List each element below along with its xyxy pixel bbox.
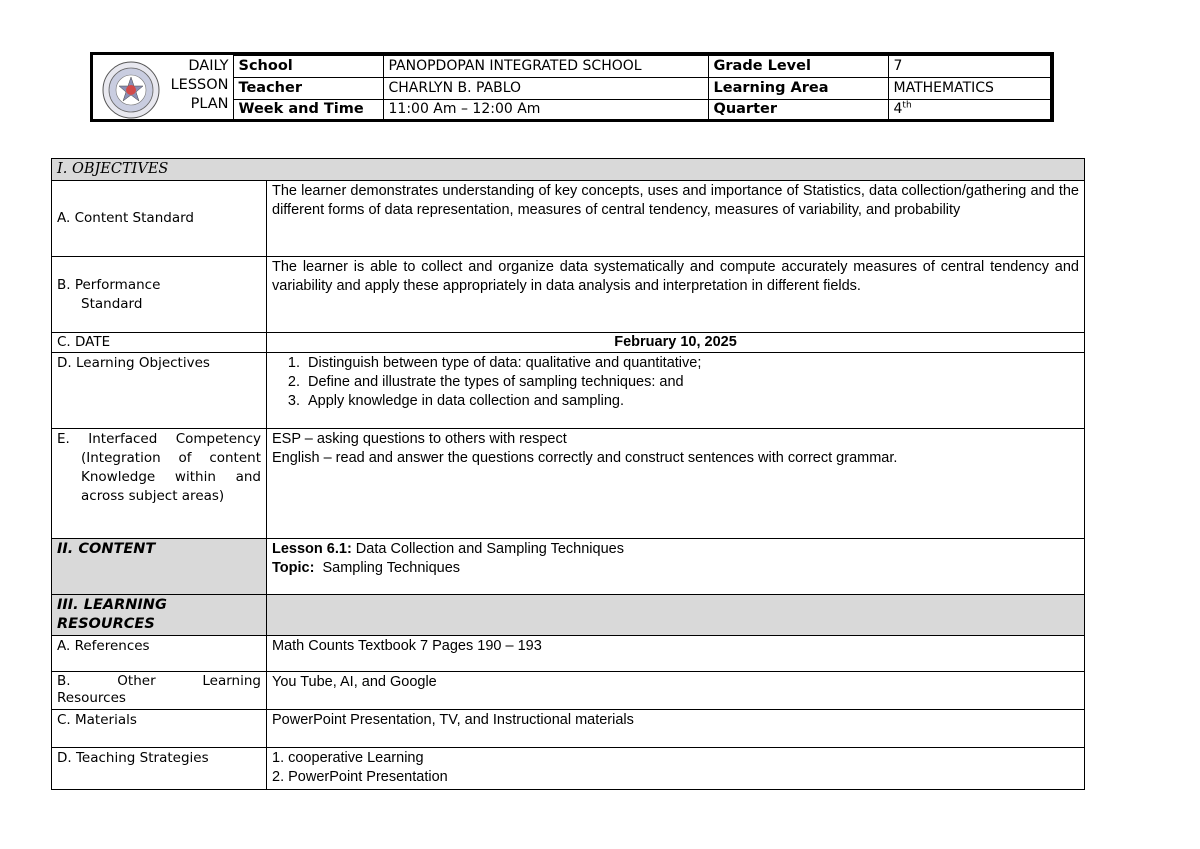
school-value: PANOPDOPAN INTEGRATED SCHOOL <box>383 56 708 78</box>
learning-area-label: Learning Area <box>708 78 888 100</box>
lesson-label: Lesson 6.1: <box>272 541 352 557</box>
other-resources-label-line-2: Resources <box>57 690 126 706</box>
interfaced-competency-label <box>52 429 267 539</box>
interfaced-esp-line: ESP – asking questions to others with respect <box>272 431 567 447</box>
other-resources-label <box>52 672 267 710</box>
other-resources-label-part: Other <box>117 673 156 689</box>
header-logo-cell <box>93 56 233 120</box>
materials-value: PowerPoint Presentation, TV, and Instructional materials <box>267 710 1085 748</box>
learning-objective-item: 3. Apply knowledge in data collection and sampling. <box>304 392 1079 411</box>
learning-resources-heading <box>52 595 267 636</box>
learning-objectives-label: D. Learning Objectives <box>52 353 267 429</box>
interfaced-competency-label-text: E. Interfaced Competency (Integration of content Knowledge within and across subject areas) <box>57 431 261 504</box>
teaching-strategies-cell <box>267 748 1085 790</box>
lesson-line <box>272 540 1079 559</box>
teacher-label: Teacher <box>233 78 383 100</box>
teaching-strategy-item: 2. PowerPoint Presentation <box>272 769 448 785</box>
learning-resources-heading-line-2: RESOURCES <box>57 616 155 632</box>
teaching-strategies-label: D. Teaching Strategies <box>52 748 267 790</box>
content-cell <box>267 539 1085 595</box>
deped-seal-icon <box>101 60 161 120</box>
teaching-strategy-item: 1. cooperative Learning <box>272 750 424 766</box>
grade-level-value: 7 <box>888 56 1051 78</box>
lesson-value: Data Collection and Sampling Techniques <box>351 541 624 557</box>
dlp-line-3: PLAN <box>190 95 229 112</box>
quarter-value <box>888 100 1051 120</box>
learning-objective-item: 1. Distinguish between type of data: qualitative and quantitative; <box>304 354 1079 373</box>
learning-objectives-cell <box>267 353 1085 429</box>
school-label: School <box>233 56 383 78</box>
other-resources-label-line-1 <box>57 673 261 690</box>
grade-level-label: Grade Level <box>708 56 888 78</box>
teacher-value: CHARLYN B. PABLO <box>383 78 708 100</box>
quarter-suffix: th <box>902 100 912 111</box>
references-label: A. References <box>52 636 267 672</box>
performance-standard-label <box>52 257 267 333</box>
materials-label: C. Materials <box>52 710 267 748</box>
week-time-label: Week and Time <box>233 100 383 120</box>
topic-line <box>272 559 1079 578</box>
daily-lesson-plan-label <box>171 57 229 114</box>
other-resources-label-part: Learning <box>202 673 261 689</box>
content-standard-label: A. Content Standard <box>52 181 267 257</box>
performance-standard-label-line-2: Standard <box>81 295 143 312</box>
other-resources-value: You Tube, AI, and Google <box>267 672 1085 710</box>
performance-standard-label-line-1: B. Performance <box>57 276 161 293</box>
week-time-value: 11:00 Am – 12:00 Am <box>383 100 708 120</box>
learning-objective-item: 2. Define and illustrate the types of sampling techniques: and <box>304 373 1079 392</box>
content-standard-text: The learner demonstrates understanding of key concepts, uses and importance of Statistics, data collection/gathering and the different forms of data representation, measures of central tendency, measures of variability, and probability <box>267 181 1085 257</box>
date-label: C. DATE <box>52 333 267 353</box>
performance-standard-text: The learner is able to collect and organize data systematically and compute accurately measures of central tendency and variability and apply these appropriately in data analysis and interpretation in different fields. <box>267 257 1085 333</box>
interfaced-english-line: English – read and answer the questions correctly and construct sentences with correct grammar. <box>272 450 898 466</box>
learning-resources-heading-line-1: III. LEARNING <box>57 597 167 613</box>
header-table <box>90 52 1054 122</box>
lesson-plan-table <box>51 158 1085 790</box>
learning-resources-blank <box>267 595 1085 636</box>
content-heading: II. CONTENT <box>52 539 267 595</box>
interfaced-competency-cell <box>267 429 1085 539</box>
date-value: February 10, 2025 <box>267 333 1085 353</box>
quarter-label: Quarter <box>708 100 888 120</box>
dlp-line-1: DAILY <box>188 57 229 74</box>
references-value: Math Counts Textbook 7 Pages 190 – 193 <box>267 636 1085 672</box>
learning-area-value: MATHEMATICS <box>888 78 1051 100</box>
quarter-number: 4 <box>893 101 903 117</box>
learning-objectives-list <box>272 354 1079 411</box>
topic-label: Topic: <box>272 560 315 576</box>
objectives-heading: I. OBJECTIVES <box>52 159 1085 181</box>
topic-value: Sampling Techniques <box>314 560 461 576</box>
dlp-line-2: LESSON <box>170 76 229 93</box>
other-resources-label-part: B. <box>57 673 71 689</box>
